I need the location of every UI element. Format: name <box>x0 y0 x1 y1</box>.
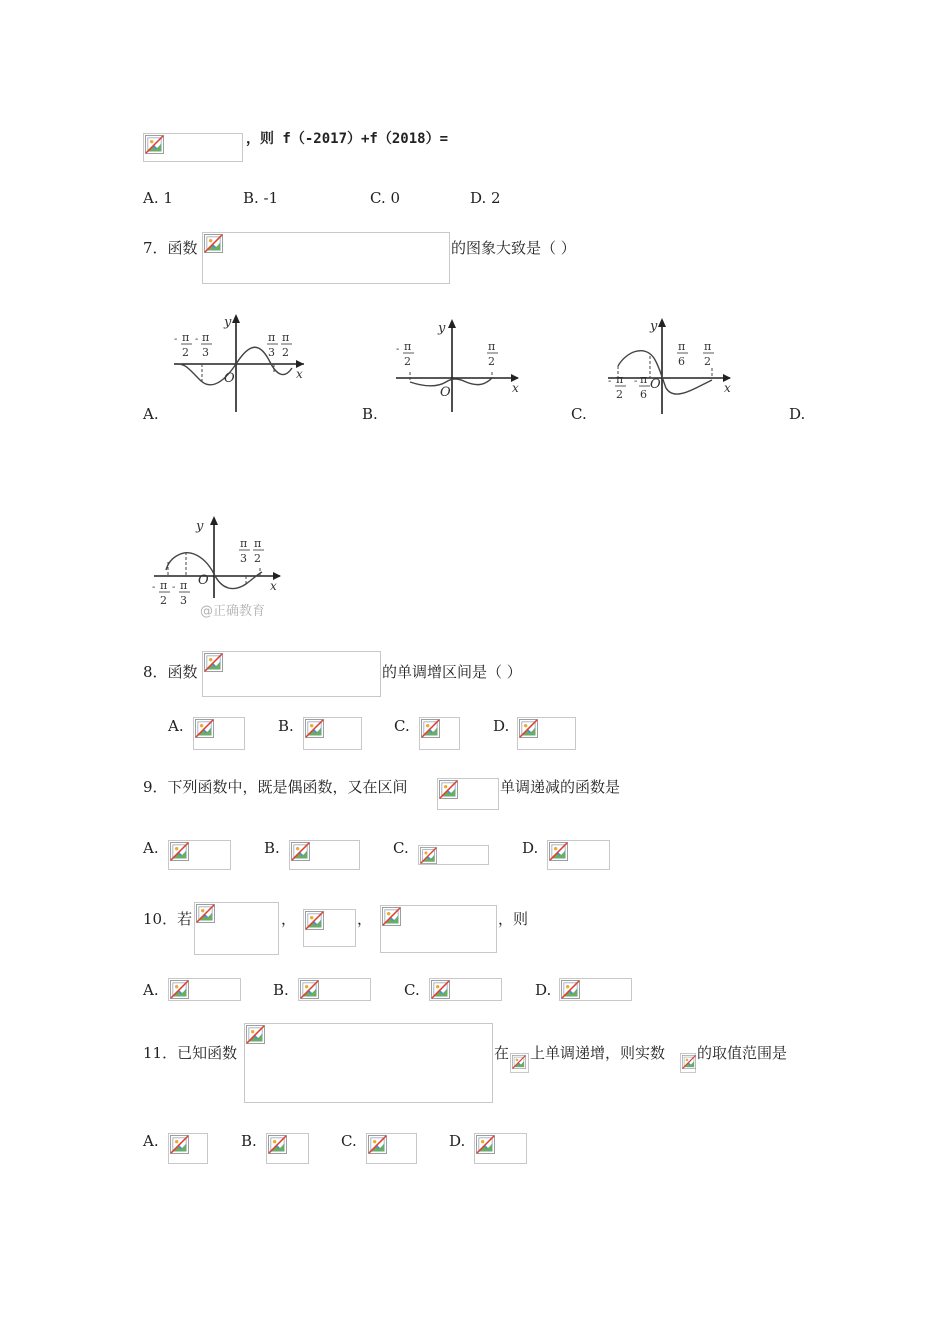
q8-option-b-label: B. <box>278 717 294 735</box>
q9-option-a-label: A. <box>143 839 159 857</box>
broken-image-icon <box>291 842 310 861</box>
q11-mid1: 在 <box>494 1044 510 1062</box>
broken-image-icon <box>431 980 450 999</box>
formula-image-q6 <box>143 133 243 162</box>
y-label: y <box>224 315 232 330</box>
tick-minus: - <box>174 334 178 345</box>
q8-option-d-label: D. <box>493 717 510 735</box>
broken-image-icon <box>421 719 440 738</box>
tick-minus: - <box>195 334 199 345</box>
q11-option-d-label: D. <box>449 1132 466 1150</box>
tick-three: 3 <box>240 552 247 565</box>
formula-image-q7 <box>202 232 450 284</box>
q11-option-b-label: B. <box>241 1132 257 1150</box>
tick-pi: π <box>254 537 262 550</box>
origin-label: O <box>440 385 451 400</box>
broken-image-icon <box>305 719 324 738</box>
formula-image-q11 <box>244 1023 493 1103</box>
tick-pi: π <box>180 579 188 592</box>
q10-option-a-image <box>168 978 241 1001</box>
y-axis-arrow-icon <box>210 516 218 525</box>
curve <box>618 351 712 394</box>
q11-suffix: 的取值范围是 <box>697 1044 788 1062</box>
broken-image-icon <box>512 1055 526 1069</box>
tick-two: 2 <box>616 388 623 401</box>
q10-prefix: 10．若 <box>143 910 193 928</box>
formula-image-q11-param <box>680 1053 696 1073</box>
tick-two: 2 <box>488 355 495 368</box>
q11-mid2: 上单调递增，则实数 <box>530 1044 666 1062</box>
tick-pi: π <box>160 579 168 592</box>
q9-option-a-image <box>168 840 231 870</box>
formula-image-q9 <box>437 778 499 810</box>
q11-prefix: 11．已知函数 <box>143 1044 238 1062</box>
q8-option-c-image <box>419 717 460 750</box>
q6-option-d: D. 2 <box>470 189 501 207</box>
q10-suffix: ，则 <box>498 910 529 928</box>
q7-option-d: D. <box>789 405 806 423</box>
tick-minus: - <box>608 376 612 387</box>
formula-image-q11-interval <box>510 1053 529 1073</box>
q11-option-a-label: A. <box>143 1132 159 1150</box>
formula-image-q8 <box>202 651 381 697</box>
graph-d <box>150 514 290 618</box>
q8-option-c-label: C. <box>394 717 410 735</box>
broken-image-icon <box>561 980 580 999</box>
x-label: x <box>512 381 519 395</box>
q8-option-b-image <box>303 717 362 750</box>
tick-three: 3 <box>202 346 209 359</box>
tick-three: 3 <box>180 594 187 607</box>
graph-a <box>168 312 310 416</box>
q11-option-d-image <box>474 1133 527 1164</box>
tick-two: 2 <box>182 346 189 359</box>
tick-pi: π <box>282 331 290 344</box>
y-axis-arrow-icon <box>448 319 456 328</box>
broken-image-icon <box>204 234 223 253</box>
origin-label: O <box>650 377 661 392</box>
broken-image-icon <box>368 1135 387 1154</box>
q9-option-c-image <box>418 845 489 865</box>
q6-text: ，则 f（-2017）+f（2018）= <box>246 131 449 147</box>
y-label: y <box>438 321 446 336</box>
q10-option-a-label: A. <box>143 981 159 999</box>
watermark-text: @正确教育 <box>200 604 266 619</box>
q11-option-c-image <box>366 1133 417 1164</box>
q9-option-b-image <box>289 840 360 870</box>
q7-option-a: A. <box>143 405 159 423</box>
formula-image-q10-b <box>303 909 356 947</box>
x-label: x <box>296 367 303 381</box>
tick-minus: - <box>396 344 400 355</box>
q11-option-a-image <box>168 1133 208 1164</box>
tick-minus: - <box>634 376 638 387</box>
tick-two: 2 <box>404 355 411 368</box>
q6-option-c: C. 0 <box>370 189 401 207</box>
q10-sep2: ， <box>357 910 373 928</box>
x-label: x <box>270 579 277 593</box>
broken-image-icon <box>196 904 215 923</box>
q8-suffix: 的单调增区间是（ ） <box>382 663 522 681</box>
tick-pi: π <box>202 331 210 344</box>
tick-pi: π <box>182 331 190 344</box>
broken-image-icon <box>382 907 401 926</box>
q8-option-a-image <box>193 717 245 750</box>
origin-label: O <box>224 371 235 386</box>
broken-image-icon <box>170 980 189 999</box>
y-axis-arrow-icon <box>658 318 666 327</box>
q10-option-c-label: C. <box>404 981 420 999</box>
q7-prefix: 7．函数 <box>143 239 198 257</box>
tick-minus: - <box>152 582 156 593</box>
tick-pi: π <box>268 331 276 344</box>
tick-two: 2 <box>282 346 289 359</box>
tick-two: 2 <box>160 594 167 607</box>
broken-image-icon <box>204 653 223 672</box>
tick-two: 2 <box>254 552 261 565</box>
broken-image-icon <box>170 842 189 861</box>
q8-option-d-image <box>517 717 576 750</box>
broken-image-icon <box>145 135 164 154</box>
tick-pi: π <box>616 373 624 386</box>
q7-suffix: 的图象大致是（ ） <box>451 239 576 257</box>
q10-option-d-label: D. <box>535 981 552 999</box>
y-label: y <box>650 319 658 334</box>
tick-pi: π <box>240 537 248 550</box>
tick-pi: π <box>704 340 712 353</box>
q9-suffix: 单调递减的函数是 <box>500 778 621 796</box>
q7-option-c: C. <box>571 405 587 423</box>
origin-label: O <box>198 573 209 588</box>
q8-option-a-label: A. <box>168 717 184 735</box>
broken-image-icon <box>682 1055 696 1069</box>
broken-image-icon <box>246 1025 265 1044</box>
q10-sep1: ， <box>281 910 297 928</box>
q7-option-b: B. <box>362 405 378 423</box>
graph-c <box>604 316 736 416</box>
tick-minus: - <box>172 582 176 593</box>
tick-pi: π <box>640 373 648 386</box>
q10-option-d-image <box>559 978 632 1001</box>
tick-pi: π <box>404 340 412 353</box>
tick-pi: π <box>678 340 686 353</box>
q9-prefix: 9．下列函数中，既是偶函数，又在区间 <box>143 778 408 796</box>
tick-two: 2 <box>704 355 711 368</box>
tick-three: 3 <box>268 346 275 359</box>
q9-option-b-label: B. <box>264 839 280 857</box>
broken-image-icon <box>305 911 324 930</box>
q9-option-d-label: D. <box>522 839 539 857</box>
broken-image-icon <box>170 1135 189 1154</box>
broken-image-icon <box>476 1135 495 1154</box>
broken-image-icon <box>549 842 568 861</box>
broken-image-icon <box>268 1135 287 1154</box>
q8-prefix: 8．函数 <box>143 663 198 681</box>
q10-option-c-image <box>429 978 502 1001</box>
broken-image-icon <box>519 719 538 738</box>
x-label: x <box>724 381 731 395</box>
tick-six: 6 <box>640 388 647 401</box>
broken-image-icon <box>439 780 458 799</box>
tick-six: 6 <box>678 355 685 368</box>
q9-option-d-image <box>547 840 610 870</box>
q10-option-b-image <box>298 978 371 1001</box>
formula-image-q10-c <box>380 905 497 953</box>
formula-image-q10-a <box>194 902 279 955</box>
q11-option-c-label: C. <box>341 1132 357 1150</box>
broken-image-icon <box>300 980 319 999</box>
q6-option-b: B. -1 <box>243 189 279 207</box>
graph-b <box>392 316 524 414</box>
y-axis-arrow-icon <box>232 314 240 323</box>
tick-pi: π <box>488 340 496 353</box>
broken-image-icon <box>195 719 214 738</box>
broken-image-icon <box>420 847 437 864</box>
q10-option-b-label: B. <box>273 981 289 999</box>
y-label: y <box>196 519 204 534</box>
q9-option-c-label: C. <box>393 839 409 857</box>
q6-option-a: A. 1 <box>143 189 173 207</box>
curve <box>410 378 492 386</box>
q11-option-b-image <box>266 1133 309 1164</box>
